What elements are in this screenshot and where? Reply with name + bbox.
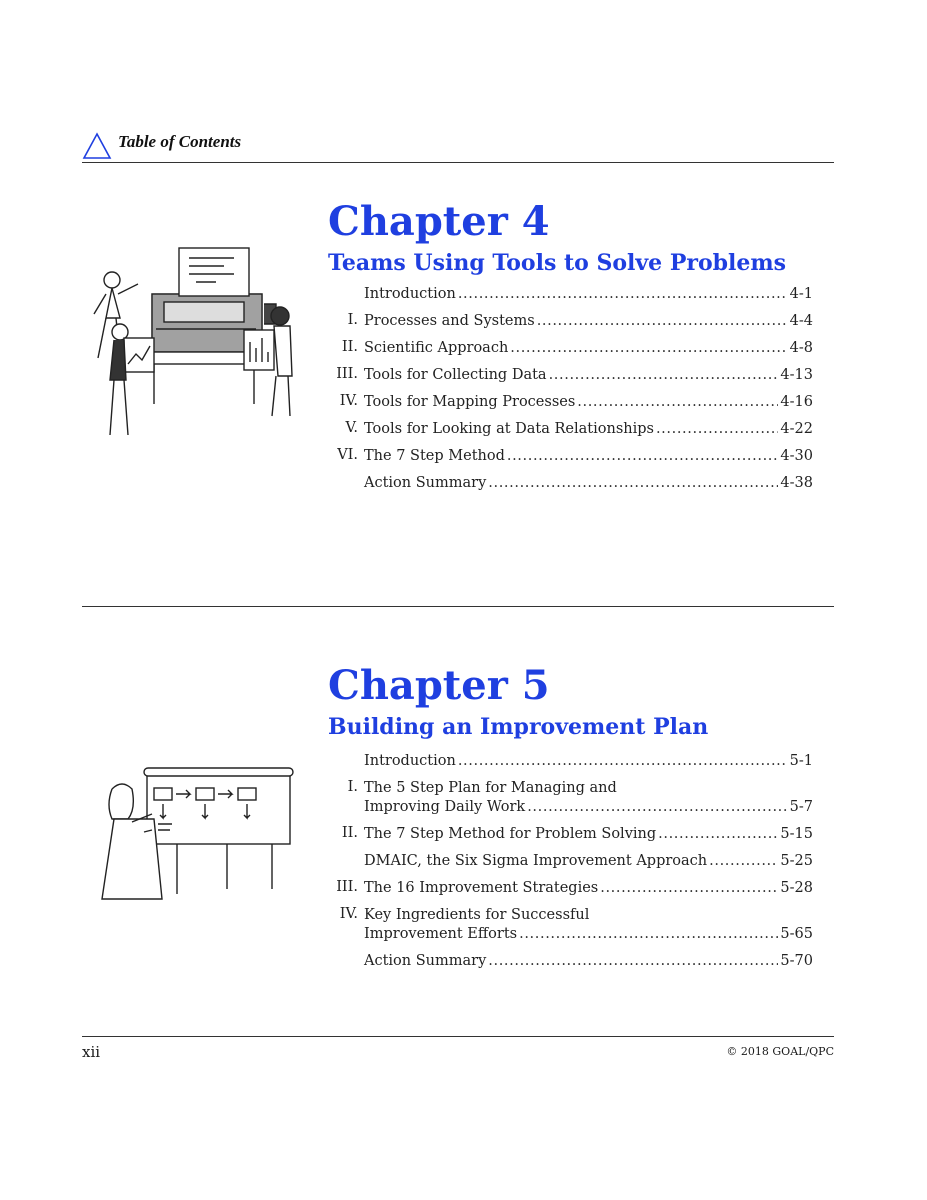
chapter-heading: Chapter 5 <box>328 662 550 709</box>
toc-entry[interactable] <box>328 339 813 358</box>
toc-entry-page: 5-28 <box>780 880 813 896</box>
toc-entry-number: II. <box>341 825 358 841</box>
dot-leader <box>458 752 788 771</box>
chapter-5 <box>328 662 708 742</box>
toc-entry-page: 5-7 <box>789 799 813 815</box>
toc-entry-number: V. <box>345 420 358 436</box>
toc-entry-number: VI. <box>337 447 358 463</box>
toc-entry-page: 4-13 <box>780 367 813 383</box>
toc-entry-title: Action Summary <box>364 475 487 491</box>
toc-entry-number: I. <box>347 779 358 795</box>
toc-entry-page: 4-30 <box>780 448 813 464</box>
dot-leader <box>510 339 787 358</box>
toc-entry[interactable] <box>328 852 813 871</box>
toc-entry[interactable] <box>328 779 813 817</box>
dot-leader <box>600 879 778 898</box>
toc-entry[interactable] <box>328 906 813 944</box>
toc-entry-page: 4-1 <box>789 286 813 302</box>
toc-entry-page: 4-8 <box>789 340 813 356</box>
toc-entry[interactable] <box>328 825 813 844</box>
toc-entry-number: II. <box>341 339 358 355</box>
toc-entry-page: 4-4 <box>789 313 813 329</box>
toc-entry-page: 5-1 <box>789 753 813 769</box>
toc-entry-title: Introduction <box>364 753 456 769</box>
toc-entry-page: 5-25 <box>780 853 813 869</box>
toc-entry-title: The 5 Step Plan for Managing and <box>364 780 617 796</box>
toc-entry-page: 5-70 <box>780 953 813 969</box>
toc-entry[interactable] <box>328 393 813 412</box>
triangle-icon <box>82 132 112 160</box>
dot-leader <box>507 447 779 466</box>
section-divider <box>82 606 834 607</box>
toc-entry[interactable] <box>328 879 813 898</box>
toc-entry[interactable] <box>328 474 813 493</box>
toc-entry-title: DMAIC, the Six Sigma Improvement Approach <box>364 853 708 869</box>
toc-entry[interactable] <box>328 447 813 466</box>
toc-entry-title: Key Ingredients for Successful <box>364 907 590 923</box>
toc-entry-number: I. <box>347 312 358 328</box>
toc-entry[interactable] <box>328 285 813 304</box>
dot-leader <box>488 952 778 971</box>
toc-entry[interactable] <box>328 952 813 971</box>
flip-chart-illustration <box>92 764 302 909</box>
toc-entry-title: Tools for Mapping Processes <box>364 394 576 410</box>
toc-entry-page: 4-16 <box>780 394 813 410</box>
toc-entry-title: The 16 Improvement Strategies <box>364 880 599 896</box>
toc-entry-title: Processes and Systems <box>364 313 535 329</box>
dot-leader <box>488 474 778 493</box>
footer-rule <box>82 1036 834 1037</box>
toc-list <box>328 752 813 979</box>
toc-list <box>328 285 813 501</box>
dot-leader <box>577 393 778 412</box>
toc-entry-title: Improvement Efforts <box>364 926 518 942</box>
toc-entry[interactable] <box>328 752 813 771</box>
dot-leader <box>709 852 778 871</box>
toc-entry-number: III. <box>336 366 358 382</box>
dot-leader <box>527 798 787 817</box>
toc-entry-title: The 7 Step Method for Problem Solving <box>364 826 657 842</box>
toc-entry-page: 4-38 <box>780 475 813 491</box>
toc-entry-page: 5-15 <box>780 826 813 842</box>
toc-entry-title: Tools for Collecting Data <box>364 367 547 383</box>
toc-entry-title: Scientific Approach <box>364 340 509 356</box>
dot-leader <box>458 285 788 304</box>
page-number: xii <box>82 1043 101 1061</box>
header-rule <box>82 162 834 163</box>
toc-entry[interactable] <box>328 312 813 331</box>
toc-entry-number: III. <box>336 879 358 895</box>
dot-leader <box>658 825 778 844</box>
toc-entry-number: IV. <box>339 393 358 409</box>
toc-entry[interactable] <box>328 420 813 439</box>
chapter-4 <box>328 198 786 278</box>
toc-entry-page: 4-22 <box>780 421 813 437</box>
chapter-title: Building an Improvement Plan <box>328 714 709 740</box>
toc-entry-title: Action Summary <box>364 953 487 969</box>
toc-entry-page: 5-65 <box>780 926 813 942</box>
toc-entry-title: The 7 Step Method <box>364 448 505 464</box>
chapter-heading: Chapter 4 <box>328 198 550 245</box>
section-title: Table of Contents <box>118 132 242 151</box>
toc-entry-title: Tools for Looking at Data Relationships <box>364 421 654 437</box>
copyright-notice: © 2018 GOAL/QPC <box>726 1045 834 1058</box>
toc-entry[interactable] <box>328 366 813 385</box>
dot-leader <box>549 366 779 385</box>
page-header <box>82 128 834 164</box>
team-machine-illustration <box>84 244 299 449</box>
dot-leader <box>537 312 788 331</box>
dot-leader <box>656 420 778 439</box>
toc-entry-title: Introduction <box>364 286 456 302</box>
chapter-title: Teams Using Tools to Solve Problems <box>328 250 787 276</box>
dot-leader <box>519 925 778 944</box>
toc-entry-title: Improving Daily Work <box>364 799 526 815</box>
toc-entry-number: IV. <box>339 906 358 922</box>
